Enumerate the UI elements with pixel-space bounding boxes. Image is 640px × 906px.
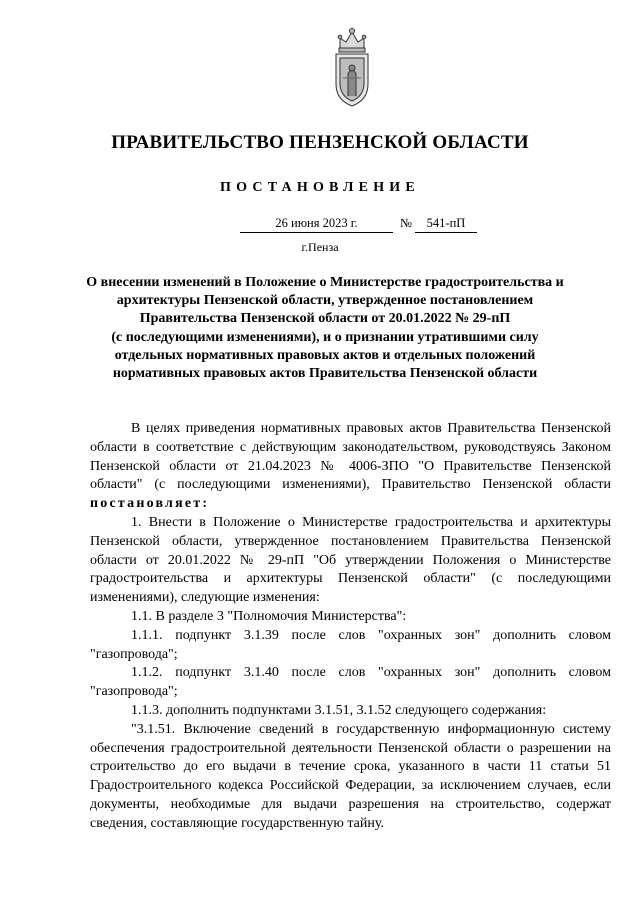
number-sign: № [400,216,412,230]
body-paragraph: 1.1.2. подпункт 3.1.40 после слов "охранных зон" дополнить словом "газопровода"; [90,665,611,700]
subject-line: О внесении изменений в Положение о Министерстве градостроительства и [86,275,564,290]
preamble-paragraph [90,420,611,514]
decree-word: постановляет: [90,496,210,512]
body-paragraph: 1.1.3. дополнить подпунктами 3.1.51, 3.1.52 следующего содержания: [131,702,547,718]
subject-line: отдельных нормативных правовых актов и отдельных положений [114,347,536,363]
decree-subject [75,274,575,383]
city: г.Пенза [301,240,339,254]
body-paragraph: 1. Внести в Положение о Министерстве градостроительства и архитектуры Пензенской области, утвержденное постановлением Правительства Пензенской области от 20.01.2022 № 29-пП "Об утверждении Положения о Министерстве градостроительства и архитектуры Пензенской области" (с последующими изменениями), следующие изменения: [90,514,611,606]
decree-body [90,420,611,834]
penza-coat-of-arms-icon [330,26,374,110]
body-paragraph: 1.1. В разделе 3 "Полномочия Министерства": [131,608,407,624]
decree-number: 541-пП [415,216,477,233]
subject-line: нормативных правовых актов Правительства Пензенской области [112,366,538,382]
body-paragraph: 1.1.1. подпункт 3.1.39 после слов "охранных зон" дополнить словом "газопровода"; [90,627,611,662]
subject-line: (с последующими изменениями), и о признании утратившими силу [111,329,539,345]
preamble-text: В целях приведения нормативных правовых актов Правительства Пензенской области в соответствие с действующим законодательством, руководствуясь Законом Пензенской области от 21.04.2023 № 4006-ЗПО "О Правительстве Пензенской области" (с последующими изменениями), Правительство Пензенской области [90,421,611,493]
decree-date: 26 июня 2023 г. [240,216,393,233]
body-paragraph: "3.1.51. Включение сведений в государственную информационную систему обеспечения градостроительной деятельности Пензенской области о разрешении на строительство до его выдачи в течение срока, указанного в части 11 статьи 51 Градостроительного кодекса Российской Федерации, за исключением случаев, если документы, необходимые для выдачи разрешения на строительство, содержат сведения, составляющие государственную тайну. [90,721,611,831]
government-title: ПРАВИТЕЛЬСТВО ПЕНЗЕНСКОЙ ОБЛАСТИ [111,132,529,153]
subject-line: архитектуры Пензенской области, утвержденное постановлением [116,293,534,309]
document-type: ПОСТАНОВЛЕНИЕ [220,180,420,195]
subject-line: Правительства Пензенской области от 20.01.2022 № 29-пП [139,311,511,327]
